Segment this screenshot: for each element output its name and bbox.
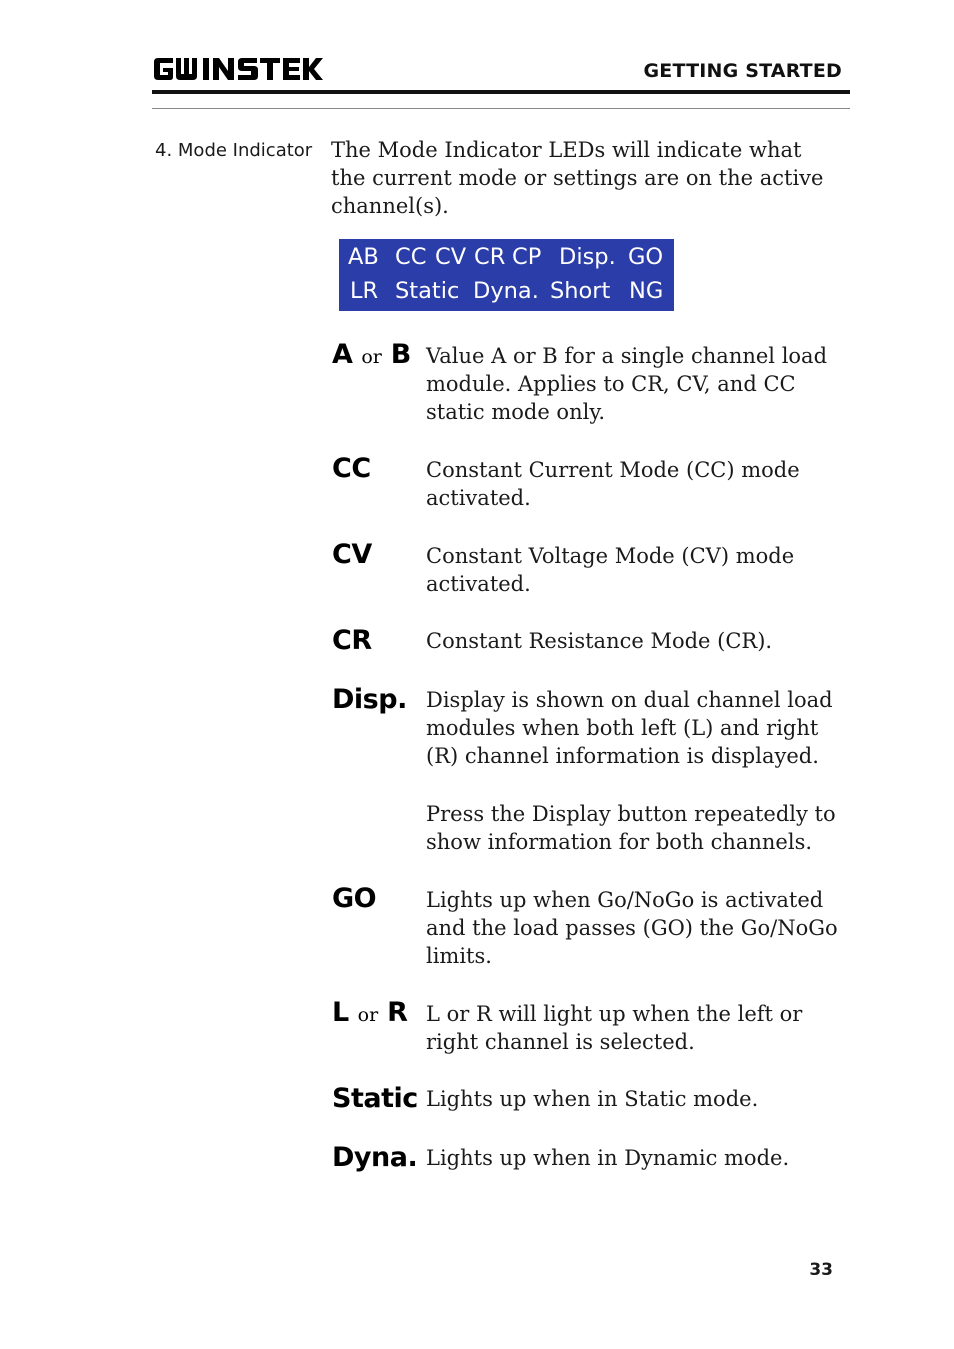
indicator-cr: CR	[332, 625, 372, 656]
indicator-cr-description: Constant Resistance Mode (CR).	[426, 629, 773, 653]
indicator-go-description: Lights up when Go/NoGo is activated and the load passes (GO) the Go/NoGo limits.	[426, 888, 838, 968]
indicator-cv: CV	[332, 539, 372, 570]
mode-indicator-description: The Mode Indicator LEDs will indicate what the current mode or settings are on the active channel(s).	[331, 138, 824, 218]
gw-instek-logo	[152, 54, 324, 84]
led-go: GO	[628, 244, 664, 270]
led-disp: Disp.	[559, 244, 616, 270]
indicator-l-or-r-description: L or R will light up when the left or right channel is selected.	[426, 1002, 803, 1054]
indicator-a-or-b-description: Value A or B for a single channel load module. Applies to CR, CV, and CC static mode only.	[426, 344, 828, 424]
led-ab: AB	[348, 244, 379, 270]
led-ng: NG	[629, 278, 664, 304]
led-panel	[339, 239, 674, 311]
led-short: Short	[550, 278, 611, 304]
led-cp: CP	[512, 244, 542, 270]
led-static: Static	[395, 278, 460, 304]
indicator-cc: CC	[332, 453, 371, 484]
indicator-l-or-r: L or R	[332, 997, 408, 1028]
indicator-a-or-b: A or B	[332, 339, 411, 370]
indicator-disp-note: Press the Display button repeatedly to show information for both channels.	[426, 802, 836, 854]
indicator-cv-description: Constant Voltage Mode (CV) mode activated.	[426, 544, 795, 596]
indicator-dyna-description: Lights up when in Dynamic mode.	[426, 1146, 790, 1170]
led-lr: LR	[350, 278, 379, 304]
header-rule	[152, 90, 850, 94]
led-cr: CR	[474, 244, 506, 270]
indicator-static: Static	[332, 1083, 418, 1114]
led-cv: CV	[435, 244, 467, 270]
indicator-go: GO	[332, 883, 377, 914]
led-cc: CC	[395, 244, 427, 270]
indicator-disp-description: Display is shown on dual channel load modules when both left (L) and right (R) channel information is displayed.	[426, 688, 833, 768]
indicator-cc-description: Constant Current Mode (CC) mode activated.	[426, 458, 800, 510]
header-rule-thin	[152, 108, 850, 109]
indicator-disp: Disp.	[332, 684, 407, 715]
section-title: GETTING STARTED	[643, 60, 842, 82]
indicator-static-description: Lights up when in Static mode.	[426, 1087, 759, 1111]
led-dyna: Dyna.	[473, 278, 539, 304]
page-number: 33	[809, 1260, 833, 1280]
indicator-dyna: Dyna.	[332, 1142, 418, 1173]
mode-indicator-label: 4. Mode Indicator	[155, 140, 313, 161]
